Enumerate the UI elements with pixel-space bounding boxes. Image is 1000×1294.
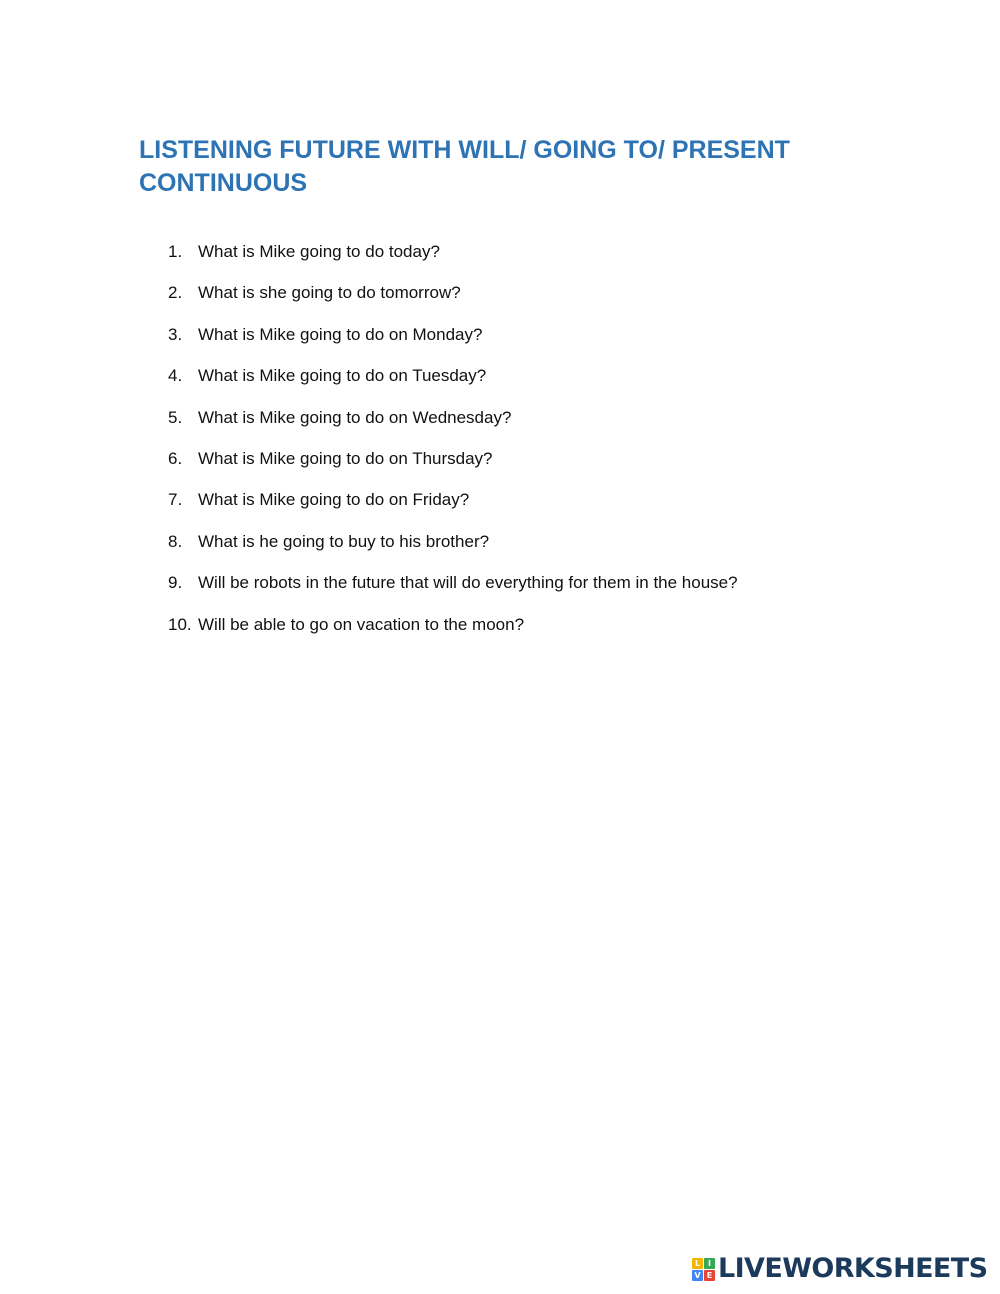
worksheet-title: LISTENING FUTURE WITH WILL/ GOING TO/ PRESENT CONTINUOUS: [139, 136, 790, 197]
question-number: 4.: [168, 366, 183, 386]
question-text: What is Mike going to do on Friday?: [198, 490, 470, 510]
question-number: 7.: [168, 490, 183, 510]
question-number: 3.: [168, 324, 183, 344]
logo-mark-tile: E: [704, 1270, 715, 1281]
logo-mark-tile: V: [692, 1270, 703, 1281]
question-number: 6.: [168, 448, 183, 468]
question-number: 8.: [168, 531, 183, 551]
logo-mark-tile: L: [692, 1258, 703, 1269]
question-text: What is she going to do tomorrow?: [198, 283, 461, 303]
question-text: What is Mike going to do on Thursday?: [198, 448, 493, 468]
question-number: 2.: [168, 283, 183, 303]
question-text: What is he going to buy to his brother?: [198, 531, 490, 551]
question-number: 5.: [168, 407, 183, 427]
question-number: 1.: [168, 242, 183, 261]
logo-mark-tile: I: [704, 1258, 715, 1269]
logo-mark-icon: [692, 1258, 715, 1281]
question-text: What is Mike going to do today?: [198, 242, 440, 261]
question-number: 9.: [168, 573, 183, 593]
question-text: What is Mike going to do on Monday?: [198, 324, 483, 344]
logo-text: LIVEWORKSHEETS: [718, 1253, 988, 1284]
question-text: Will be able to go on vacation to the moon?: [198, 614, 525, 634]
question-text: What is Mike going to do on Tuesday?: [198, 366, 487, 386]
question-text: What is Mike going to do on Wednesday?: [198, 407, 512, 427]
liveworksheets-logo: [692, 1254, 987, 1284]
question-number: 10.: [168, 614, 192, 634]
question-text: Will be robots in the future that will do everything for them in the house?: [198, 573, 738, 593]
